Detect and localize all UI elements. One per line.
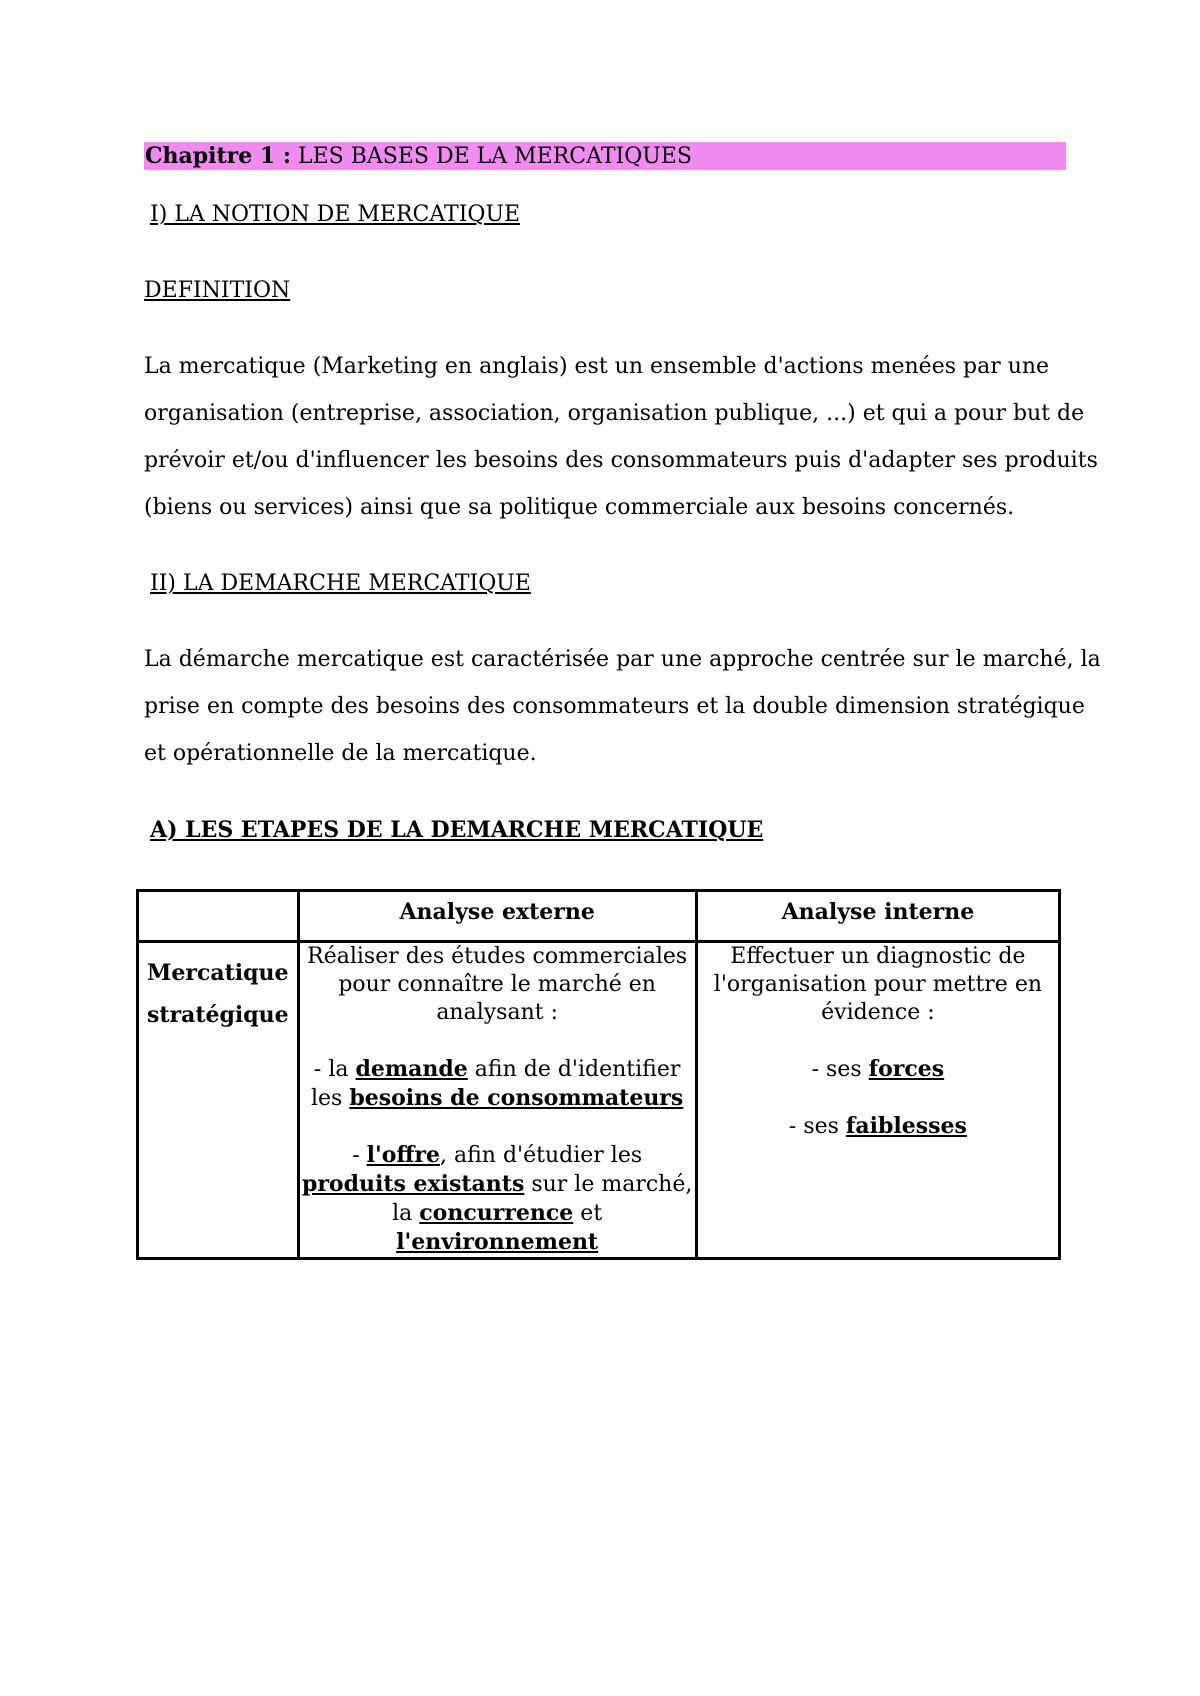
faiblesses-line <box>698 1112 1058 1141</box>
chapter-title-prefix: Chapitre 1 : <box>145 143 291 169</box>
keyword-offre: l'offre <box>366 1142 441 1168</box>
cell-text: la <box>392 1201 420 1226</box>
demarche-line: et opérationnelle de la mercatique. <box>144 741 537 766</box>
row-label-line: Mercatique <box>147 960 289 986</box>
table-header-row <box>138 891 1060 942</box>
sectionA-heading: A) LES ETAPES DE LA DEMARCHE MERCATIQUE <box>150 817 764 843</box>
row-label-line: stratégique <box>147 1002 289 1028</box>
produits-line <box>300 1170 695 1199</box>
cell-analyse-interne <box>696 942 1059 1259</box>
cell-text: - la <box>313 1057 356 1082</box>
cell-text: les <box>311 1086 350 1111</box>
demande-line <box>300 1055 695 1084</box>
cell-text-line: l'organisation pour mettre en <box>713 972 1043 997</box>
cell-text: - <box>352 1143 367 1168</box>
header-analyse-interne: Analyse interne <box>696 891 1059 942</box>
besoins-line <box>300 1084 695 1113</box>
keyword-environnement: l'environnement <box>396 1229 599 1255</box>
keyword-besoins: besoins de consommateurs <box>349 1085 684 1111</box>
definition-line: (biens ou services) ainsi que sa politique commerciale aux besoins concernés. <box>144 495 1015 520</box>
etapes-table <box>136 889 1061 1260</box>
keyword-produits: produits existants <box>301 1171 525 1197</box>
keyword-concurrence: concurrence <box>419 1200 574 1226</box>
table-row <box>138 942 1060 1259</box>
cell-text-line: Effectuer un diagnostic de <box>730 944 1026 969</box>
table-corner-cell <box>138 891 299 942</box>
cell-text: - ses <box>811 1057 869 1082</box>
definition-line: organisation (entreprise, association, organisation publique, ...) et qui a pour but de <box>144 401 1085 426</box>
environnement-line <box>300 1228 695 1257</box>
cell-analyse-externe <box>298 942 696 1259</box>
keyword-forces: forces <box>868 1056 945 1082</box>
section2-heading: II) LA DEMARCHE MERCATIQUE <box>150 571 531 596</box>
chapter-title-rest: LES BASES DE LA MERCATIQUES <box>291 144 692 169</box>
demarche-line: La démarche mercatique est caractérisée par une approche centrée sur le marché, la <box>144 647 1101 672</box>
definition-line: La mercatique (Marketing en anglais) est un ensemble d'actions menées par une <box>144 354 1050 379</box>
cell-text: , afin d'étudier les <box>440 1143 643 1168</box>
forces-line <box>698 1055 1058 1084</box>
row-label-mercatique-strategique <box>138 942 299 1259</box>
offre-line <box>300 1141 695 1170</box>
cell-text-line: évidence : <box>821 1000 935 1025</box>
cell-text-line: Réaliser des études commerciales <box>307 944 688 969</box>
demarche-line: prise en compte des besoins des consommateurs et la double dimension stratégique <box>144 694 1085 719</box>
definition-heading: DEFINITION <box>144 278 291 303</box>
keyword-demande: demande <box>355 1056 468 1082</box>
definition-line: prévoir et/ou d'influencer les besoins des consommateurs puis d'adapter ses produits <box>144 448 1098 473</box>
chapter-title <box>145 142 692 171</box>
concurrence-line <box>300 1199 695 1228</box>
demarche-paragraph <box>144 636 1101 777</box>
cell-text: sur le marché, <box>524 1172 693 1197</box>
cell-text: - ses <box>788 1114 846 1139</box>
section1-heading: I) LA NOTION DE MERCATIQUE <box>150 202 521 227</box>
definition-paragraph <box>144 343 1098 531</box>
keyword-faiblesses: faiblesses <box>845 1113 967 1139</box>
cell-text: afin de d'identifier <box>467 1057 681 1082</box>
cell-text-line: pour connaître le marché en <box>338 972 656 997</box>
cell-text: et <box>573 1201 603 1226</box>
header-analyse-externe: Analyse externe <box>298 891 696 942</box>
cell-text-line: analysant : <box>436 1000 558 1025</box>
